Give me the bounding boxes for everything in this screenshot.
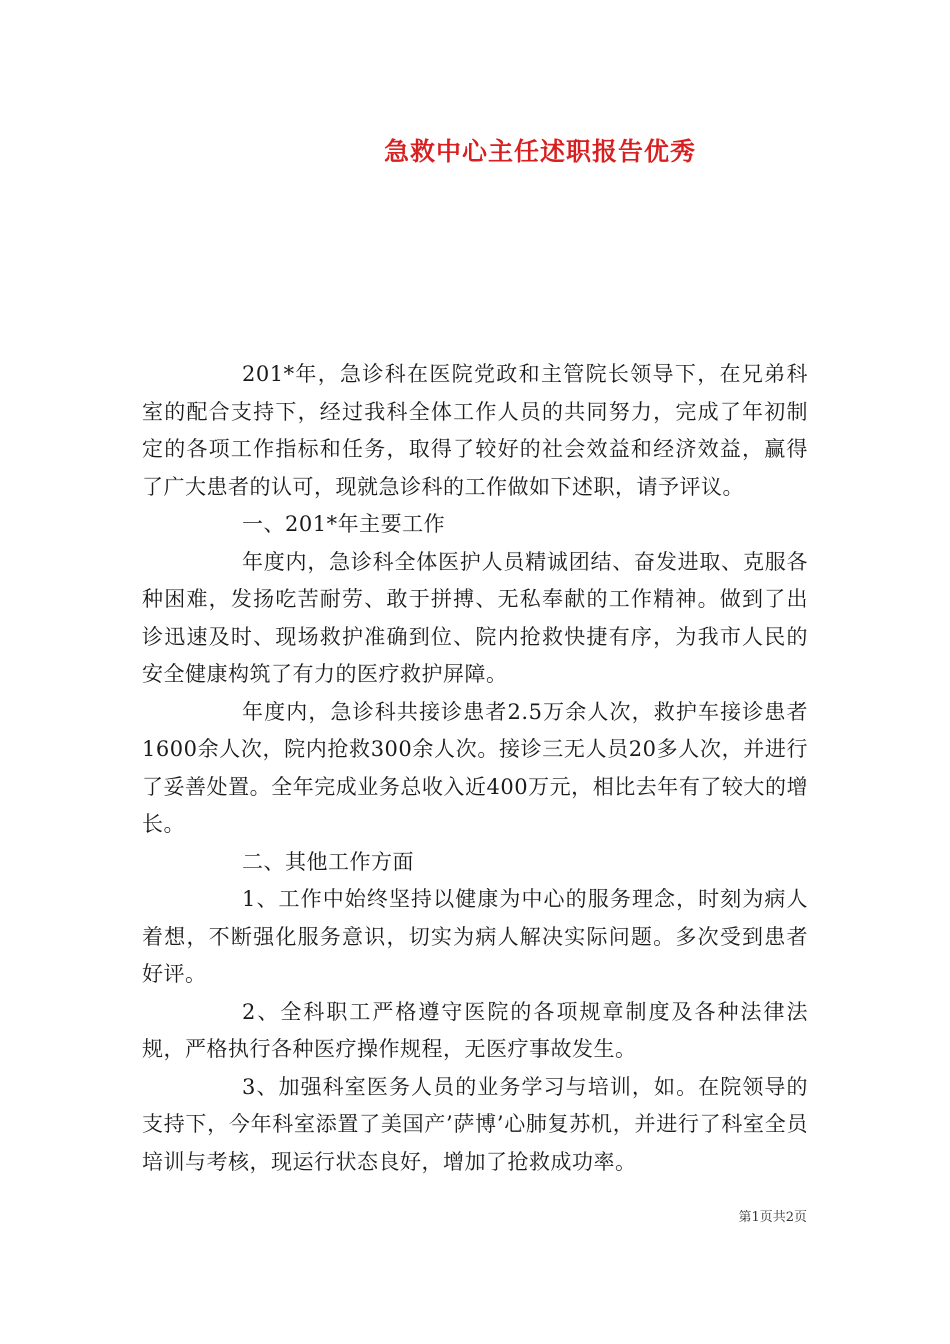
paragraph-item-2: 2、全科职工严格遵守医院的各项规章制度及各种法律法规，严格执行各种医疗操作规程，无医疗事故发生。 bbox=[142, 999, 808, 1061]
paragraph-item-1: 1、工作中始终坚持以健康为中心的服务理念，时刻为病人着想，不断强化服务意识，切实为病人解决实际问题。多次受到患者好评。 bbox=[142, 887, 808, 986]
section-heading-other-work: 二、其他工作方面 bbox=[242, 849, 414, 874]
document-title: 急救中心主任述职报告优秀 bbox=[383, 137, 696, 166]
paragraph-intro: 201*年，急诊科在医院党政和主管院长领导下，在兄弟科室的配合支持下，经过我科全体工作人员的共同努力，完成了年初制定的各项工作指标和任务，取得了较好的社会效益和经济效益，赢得了广大患者的认可，现就急诊科的工作做如下述职，请予评议。 bbox=[142, 362, 808, 499]
paragraph-statistics: 年度内，急诊科共接诊患者2.5万余人次，救护车接诊患者1600余人次，院内抢救300余人次。接诊三无人员20多人次，并进行了妥善处置。全年完成业务总收入近400万元，相比去年有了较大的增长。 bbox=[142, 699, 808, 836]
paragraph-item-3: 3、加强科室医务人员的业务学习与培训，如。在院领导的支持下，今年科室添置了美国产’萨博’心肺复苏机，并进行了科室全员培训与考核，现运行状态良好，增加了抢救成功率。 bbox=[142, 1074, 808, 1174]
section-heading-main-work: 一、201*年主要工作 bbox=[242, 512, 446, 536]
page-number-footer: 第1页共2页 bbox=[738, 1210, 807, 1225]
document-body bbox=[142, 356, 808, 1181]
paragraph-team-work: 年度内，急诊科全体医护人员精诚团结、奋发进取、克服各种困难，发扬吃苦耐劳、敢于拼搏、无私奉献的工作精神。做到了出诊迅速及时、现场救护准确到位、院内抢救快捷有序，为我市人民的安全健康构筑了有力的医疗救护屏障。 bbox=[142, 549, 808, 686]
